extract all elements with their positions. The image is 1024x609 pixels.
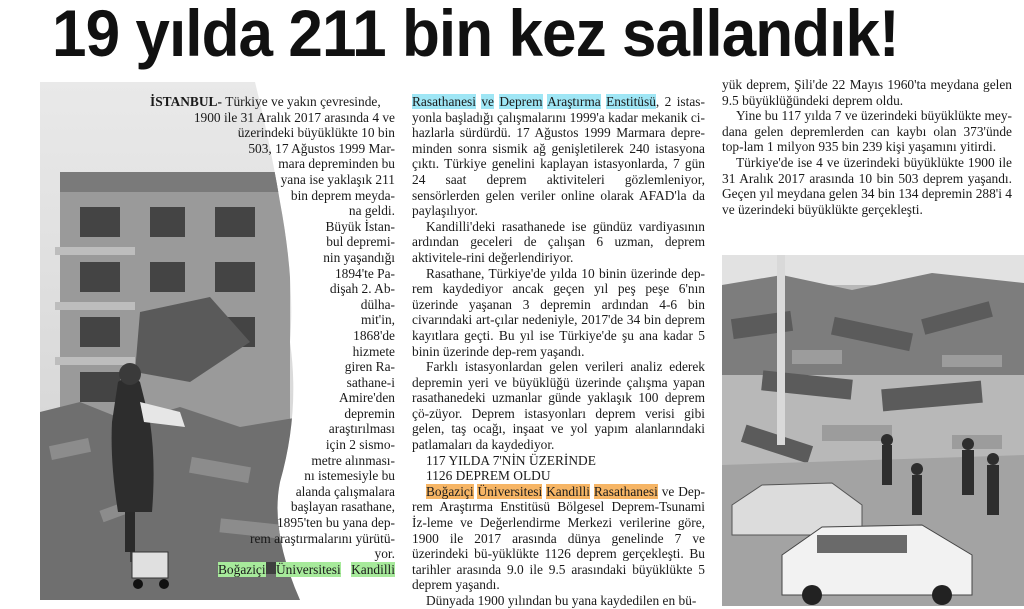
column-1-line: 503, 17 Ağustos 1999 Mar- [248, 140, 395, 156]
column-1-line: Amire'den [339, 390, 395, 406]
highlight-word: Enstitüsü [606, 94, 656, 109]
col3-paragraph-2: Yine bu 117 yılda 7 ve üzerindeki büyüklükte mey-dana gelen depremlerden can kaybı olan 373'ünde top-lam 1 milyon 935 bin 239 kişi yaşamını yitirdi. [722, 108, 1012, 155]
column-1-line: Büyük İstan- [325, 218, 395, 234]
highlight-word: Deprem [499, 94, 543, 109]
column-1-line: başlayan rasathane, [290, 499, 395, 515]
col3-paragraph-1: yük deprem, Şili'de 22 Mayıs 1960'ta meydana gelen 9.5 büyüklüğündeki deprem oldu. [722, 77, 1012, 108]
column-1-last-line [150, 562, 395, 578]
col2-paragraph-5 [412, 484, 705, 593]
highlight-word: ve [481, 94, 494, 109]
column-3 [722, 77, 1012, 217]
highlight-word: Rasathanesi [593, 483, 658, 499]
column-1-line: alanda çalışmalara [295, 483, 395, 499]
text-fragment: ve Dep-rem Araştırma Enstitüsü Bölgesel Deprem-Tsunami İz-leme ve Değerlendirme Merkezi verilerine göre, 1900 ile 2017 arasında dünya genelinde 7 ve üzerindeki bü-yüklükte 1126 deprem gerçekleşti. Bu tarihler arasında 9.0 ile 9.5 arasındaki büyüklükte 5 deprem yaşandı. [412, 483, 706, 593]
col2-subheading [412, 453, 705, 484]
column-1-line: bul depremi- [326, 234, 395, 250]
column-1-line: dişah 2. Ab- [329, 281, 395, 297]
photo-earthquake-rubble [722, 255, 1024, 606]
column-1-line: rem araştırmalarını yürütü- [249, 530, 395, 546]
column-1-text [150, 94, 395, 562]
col2-paragraph-4: Farklı istasyonlardan gelen verileri analiz ederek depremin yeri ve büyüklüğü üzerinde çalışma yapan rasathanedeki uzmanlar günde yaklaşık 100 deprem çö-züyor. Deprem istasyonları deprem verisi gibi gelen, taş ocağı, inşaat ve yol yapım alanlarındaki patlamaları da kaydediyor. [412, 359, 705, 453]
column-1-line: hizmete [352, 343, 395, 359]
subheading-line-1: 117 YILDA 7'NİN ÜZERİNDE [426, 452, 596, 468]
highlight-word: Kandilli [351, 561, 395, 577]
column-1-line: için 2 sismo- [325, 437, 395, 453]
column-1-line: İSTANBUL- Türkiye ve yakın çevresinde, [150, 94, 381, 109]
column-1-line: bin deprem meyda- [290, 187, 395, 203]
col3-paragraph-3: Türkiye'de ise 4 ve üzerindeki büyüklükte 1900 ile 31 Aralık 2017 arasında 10 bin 503 deprem yaşandı. Geçen yıl meydana gelen 34 bin 134 depremin 288'i 4 ve üzerindeki büyüklükte gerçekleşti. [722, 154, 1012, 217]
column-2 [412, 94, 705, 609]
column-1-line: nı istemesiyle bu [304, 468, 395, 484]
col2-paragraph-6: Dünyada 1900 yılından bu yana kaydedilen en bü- [426, 593, 697, 608]
column-1-line: sathane-i [346, 374, 395, 390]
column-1-line: yana ise yaklaşık 211 [280, 171, 395, 187]
column-1-line: yor. [374, 546, 395, 562]
column-1-line: mara depreminden bu [278, 156, 395, 172]
column-1-line: depremin [344, 405, 395, 421]
column-1-line: giren Ra- [344, 359, 395, 375]
col2-paragraph-3: Rasathane, Türkiye'de yılda 10 binin üzerinde dep-rem kaydediyor ancak geçen yıl peş peşe 6'nın üzerinde yaşanan 3 depremin ardından 4-6 bin civarındaki art-çılar nedeniyle, 2017'de 34 bin deprem kayıtlara geçti. Bu yıl ise Türkiye'de şu ana kadar 5 binin üzerinde dep-rem yaşandı. [412, 265, 705, 359]
column-1-line: 1894'te Pa- [334, 265, 395, 281]
column-1-line: metre alınması- [311, 452, 395, 468]
headline: 19 yılda 211 bin kez sallandık! [52, 0, 899, 70]
dateline: İSTANBUL- [150, 94, 226, 109]
column-1-line: na geldi. [348, 203, 395, 219]
col2-paragraph-1 [412, 94, 705, 219]
col2-paragraph-2: Kandilli'deki rasathanede ise gündüz vardiyasının ardından geceleri de çalışan 6 uzman, deprem aktivitele-rini değerlendiriyor. [412, 218, 705, 265]
column-1-line: üzerindeki büyüklükte 10 bin [237, 125, 395, 141]
column-1-line: 1900 ile 31 Aralık 2017 arasında 4 ve [193, 109, 395, 125]
column-1-line: 1868'de [353, 327, 395, 343]
highlight-word: Boğaziçi [218, 561, 266, 577]
column-1-line: dülha- [360, 296, 395, 312]
column-1 [150, 94, 395, 577]
highlight-word: Üniversitesi [477, 483, 543, 499]
subheading-line-2: 1126 DEPREM OLDU [426, 468, 551, 484]
highlight-word: Üniversitesi [275, 561, 341, 577]
text-fragment: , 2 istas- [655, 94, 705, 109]
highlight-word: Rasathanesi [412, 94, 476, 109]
column-1-line: araştırılması [328, 421, 395, 437]
highlight-word: Kandilli [546, 483, 590, 499]
column-1-line: nin yaşandığı [323, 249, 395, 265]
column-1-line: mit'in, [360, 312, 395, 328]
column-1-line: 1895'ten bu yana dep- [276, 515, 395, 531]
text-fragment: yonla başladığı çalışmalarını 1999'a kadar mekanik ci-hazlarla sürdürdü. 17 Ağustos 1999 Marmara depre-minden sonra sismik ağ genişletilerek 240 istasyona çıktı. Türkiye genelini kaplayan istasyonlarda, 7 gün 24 saat deprem aktiviteleri gözlemleniyor, sensörlerden gelen veriler online olarak AFAD'la da paylaşılıyor. [412, 109, 705, 219]
highlight-word: Araştırma [547, 94, 601, 109]
highlight-word: Boğaziçi [426, 483, 474, 499]
